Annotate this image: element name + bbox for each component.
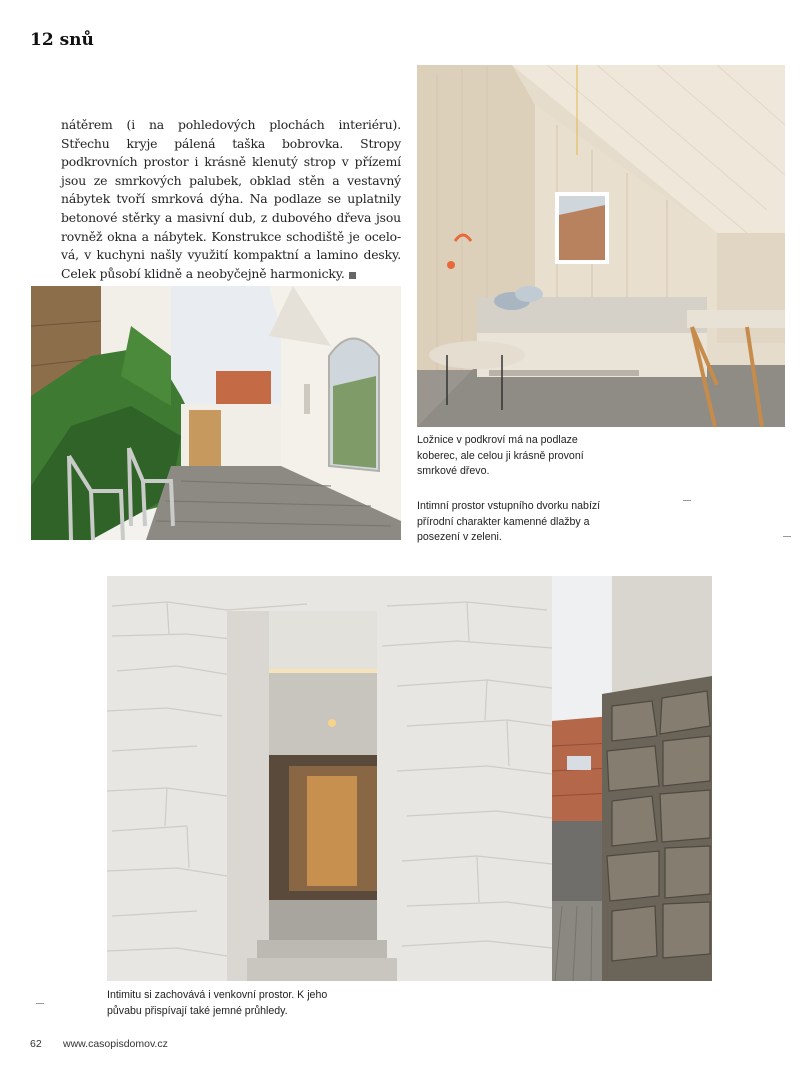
- end-of-article-mark: [349, 272, 356, 279]
- crop-mark: [783, 536, 791, 537]
- crop-mark: [36, 1003, 44, 1004]
- attic-bedroom-photo: [417, 65, 785, 427]
- stone-entrance-photo: [107, 576, 712, 981]
- crop-mark: [683, 500, 691, 501]
- bedroom-caption: Ložnice v podkroví má na podlaze koberec, ale celou ji krásně provoní smrkové dřevo.: [417, 434, 584, 477]
- courtyard-photo: [31, 286, 401, 540]
- page-number: 62: [30, 1038, 42, 1050]
- section-title: 12 snů: [30, 30, 94, 50]
- courtyard-caption: Intimní prostor vstupního dvorku nabízí přírodní charakter kamenné dlažby a posezení v zeleni.: [417, 500, 601, 543]
- exterior-caption: Intimitu si zachovává i venkovní prostor. K jeho půvabu přispívají také jemné průhledy.: [107, 989, 328, 1017]
- website-link[interactable]: www.casopisdomov.cz: [63, 1038, 168, 1050]
- article-body: [61, 116, 401, 283]
- article-body-text: nátěrem (i na pohledových plochách interiéru). Střechu kryje pálená taška bobrovka. Stropy podkrovních prostor i krásně klenutý strop v přízemí jsou ze smrkových palubek, obklad stěn a vestavný nábytek tvoří smrková dýha. Na podlaze se uplatnily betonové stěrky a masivní dub, z dubového dřeva jsou rovněž okna a nábytek. Konstrukce schodiště je ocelo-vá, v kuchyni našly využití kompaktní a lamino desky. Celek působí klidně a neobyčejně harmonicky.: [61, 117, 401, 281]
